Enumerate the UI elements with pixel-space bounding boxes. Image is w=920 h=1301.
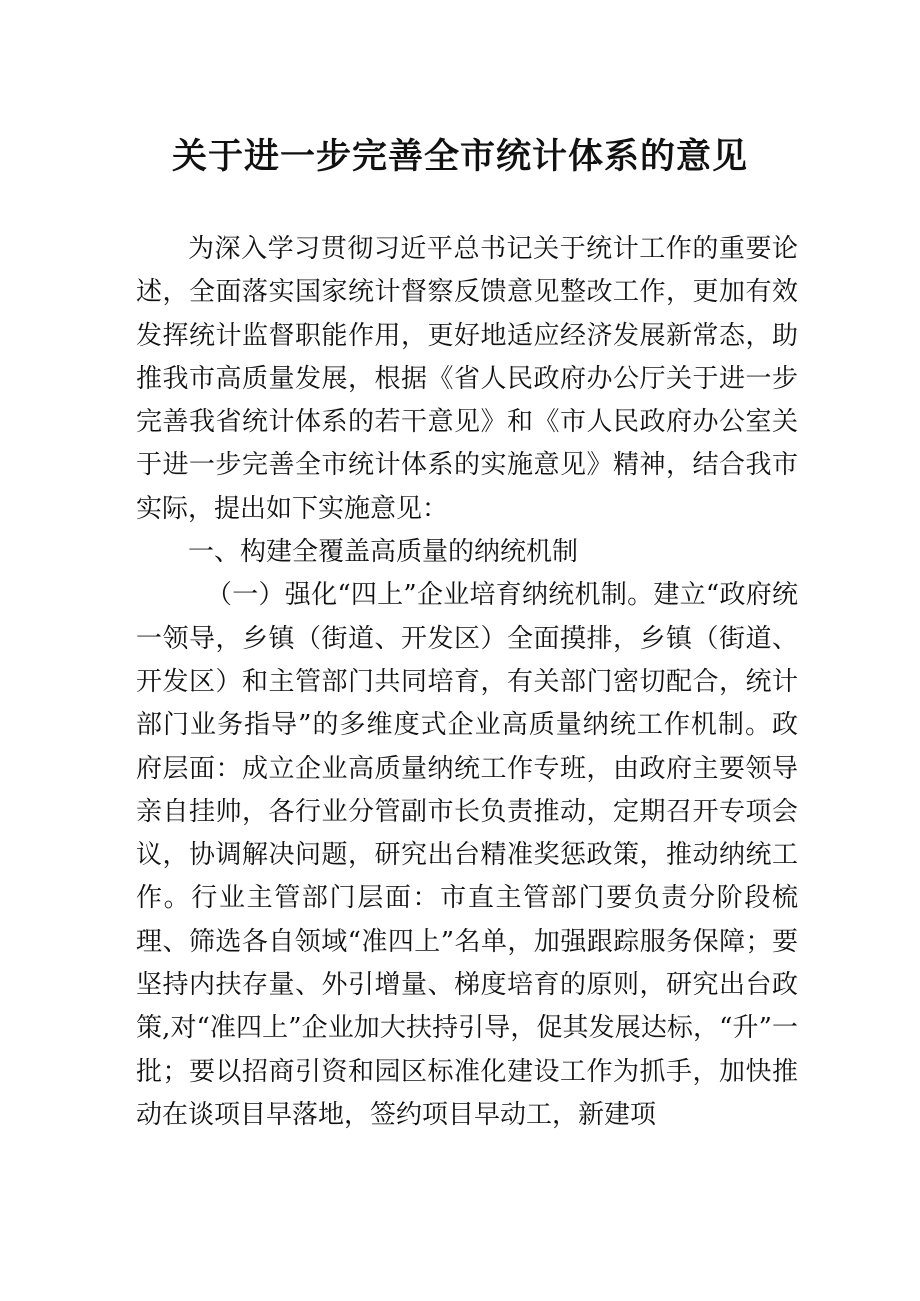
document-body	[136, 228, 798, 1137]
subsection-paragraph: （一）强化“四上”企业培育纳统机制。建立“政府统一领导，乡镇（街道、开发区）全面摸排，乡镇（街道、开发区）和主管部门共同培育，有关部门密切配合，统计部门业务指导”的多维度式企业高质量纳统工作机制。政府层面：成立企业高质量纳统工作专班，由政府主要领导亲自挂帅，各行业分管副市长负责推动，定期召开专项会议，协调解决问题，研究出台精准奖惩政策，推动纳统工作。行业主管部门层面：市直主管部门要负责分阶段梳理、筛选各自领域“准四上”名单，加强跟踪服务保障；要坚持内扶存量、外引增量、梯度培育的原则，研究出台政策,对“准四上”企业加大扶持引导，促其发展达标，“升”一批；要以招商引资和园区标准化建设工作为抓手，加快推动在谈项目早落地，签约项目早动工，新建项	[136, 580, 798, 1130]
intro-paragraph: 为深入学习贯彻习近平总书记关于统计工作的重要论述，全面落实国家统计督察反馈意见整改工作，更加有效发挥统计监督职能作用，更好地适应经济发展新常态，助推我市高质量发展，根据《省人民政府办公厅关于进一步完善我省统计体系的若干意见》和《市人民政府办公室关于进一步完善全市统计体系的实施意见》精神，结合我市实际，提出如下实施意见：	[136, 234, 798, 524]
section-heading: 一、构建全覆盖高质量的纳统机制	[188, 537, 579, 568]
page-title: 关于进一步完善全市统计体系的意见	[171, 137, 748, 177]
